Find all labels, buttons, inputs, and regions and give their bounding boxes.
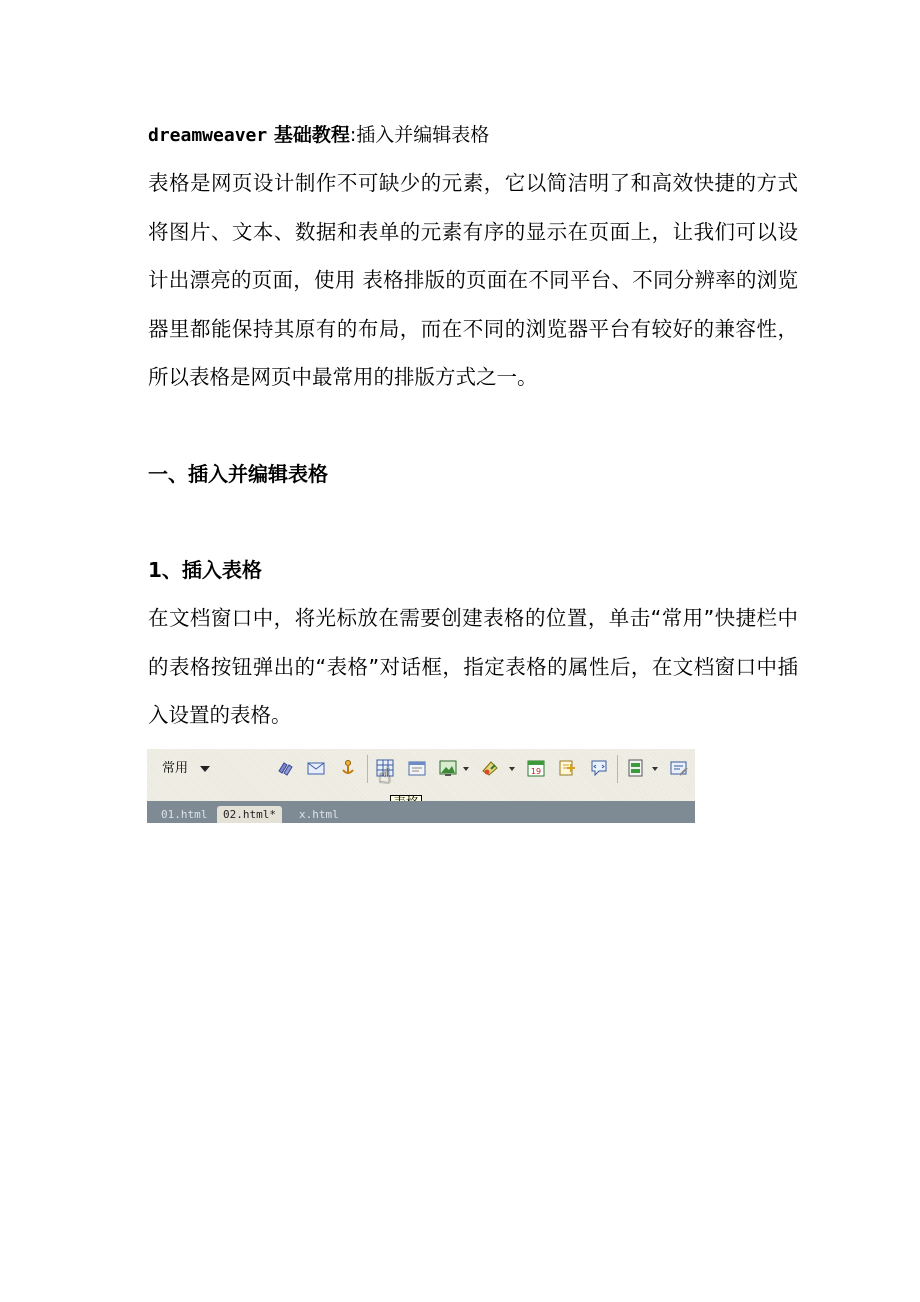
step-paragraph: 在文档窗口中，将光标放在需要创建表格的位置，单击“常用”快捷栏中的表格按钮弹出的“表格”对话框，指定表格的属性后，在文档窗口中插入设置的表格。 — [148, 606, 798, 727]
toolbar-screenshot — [147, 749, 695, 823]
tab-01-html[interactable]: 01.html — [161, 808, 208, 821]
layer-icon[interactable] — [408, 759, 426, 777]
named-anchor-icon[interactable] — [339, 759, 357, 777]
template-icon[interactable] — [627, 759, 645, 777]
toolbar-separator — [367, 755, 368, 783]
tab-x-html[interactable]: x.html — [299, 808, 339, 821]
intro-paragraph: 表格是网页设计制作不可缺少的元素，它以简洁明了和高效快捷的方式将图片、文本、数据和表单的元素有序的显示在页面上，让我们可以设计出漂亮的页面，使用 表格排版的页面在不同平台、不同分辨率的浏览器里都能保持其原有的布局，而在不同的浏览器平台有较好的兼容性，所以表格是网页中最常用的排版方式之一。 — [148, 171, 798, 389]
document-title — [148, 118, 798, 152]
comment-icon[interactable] — [558, 759, 576, 777]
media-dropdown-arrow[interactable] — [509, 767, 515, 771]
title-rest: :插入并编辑表格 — [349, 124, 490, 146]
hyperlink-icon[interactable] — [276, 759, 294, 777]
media-icon[interactable] — [481, 759, 499, 777]
image-icon[interactable] — [439, 759, 457, 777]
svg-text:19: 19 — [530, 767, 542, 776]
hand-cursor-icon: ☝ — [378, 764, 392, 789]
category-menu-label[interactable]: 常用 — [162, 761, 189, 776]
template-dropdown-arrow[interactable] — [652, 767, 658, 771]
editor-icon[interactable] — [670, 759, 688, 777]
toolbar-separator — [617, 755, 618, 783]
subsection-heading: 1、插入表格 — [148, 558, 262, 582]
date-icon[interactable] — [527, 759, 545, 777]
document-tabs — [147, 801, 695, 823]
document-body — [148, 118, 798, 727]
section-heading: 一、插入并编辑表格 — [148, 462, 328, 486]
insert-toolbar — [147, 749, 695, 795]
tag-chooser-icon[interactable] — [590, 759, 608, 777]
title-bold: 基础教程 — [267, 124, 350, 146]
title-prefix: dreamweaver — [148, 125, 268, 146]
chevron-down-icon[interactable] — [200, 766, 210, 772]
tab-02-html[interactable]: 02.html* — [217, 806, 282, 823]
image-dropdown-arrow[interactable] — [463, 767, 469, 771]
email-link-icon[interactable] — [307, 759, 325, 777]
